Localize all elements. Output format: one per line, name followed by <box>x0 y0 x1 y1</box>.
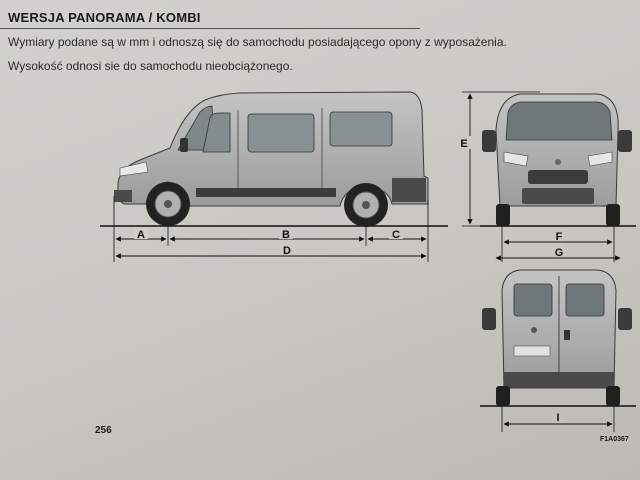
note-dimensions: Wymiary podane są w mm i odnoszą się do samochodu posiadającego opony z wyposażenia. <box>8 35 507 49</box>
dimension-label-a: A <box>137 229 145 241</box>
page-number: 256 <box>95 425 112 436</box>
rear-view <box>480 270 636 432</box>
dimension-label-f: F <box>555 231 563 243</box>
side-view <box>100 92 448 262</box>
dimension-label-b: B <box>282 229 290 241</box>
rear-wheel <box>344 183 388 227</box>
dimension-label-c: C <box>392 229 400 241</box>
note-height: Wysokość odnosi sie do samochodu nieobciążonego. <box>8 59 293 73</box>
dimension-label-g: G <box>554 247 564 259</box>
dimension-label-e: E <box>460 138 468 150</box>
dimension-label-d: D <box>283 245 291 257</box>
figure-code: F1A0367 <box>600 436 629 443</box>
front-view <box>457 92 636 262</box>
dimension-label-i: I <box>556 412 560 424</box>
front-wheel <box>146 182 190 226</box>
page-title: WERSJA PANORAMA / KOMBI <box>8 10 201 25</box>
